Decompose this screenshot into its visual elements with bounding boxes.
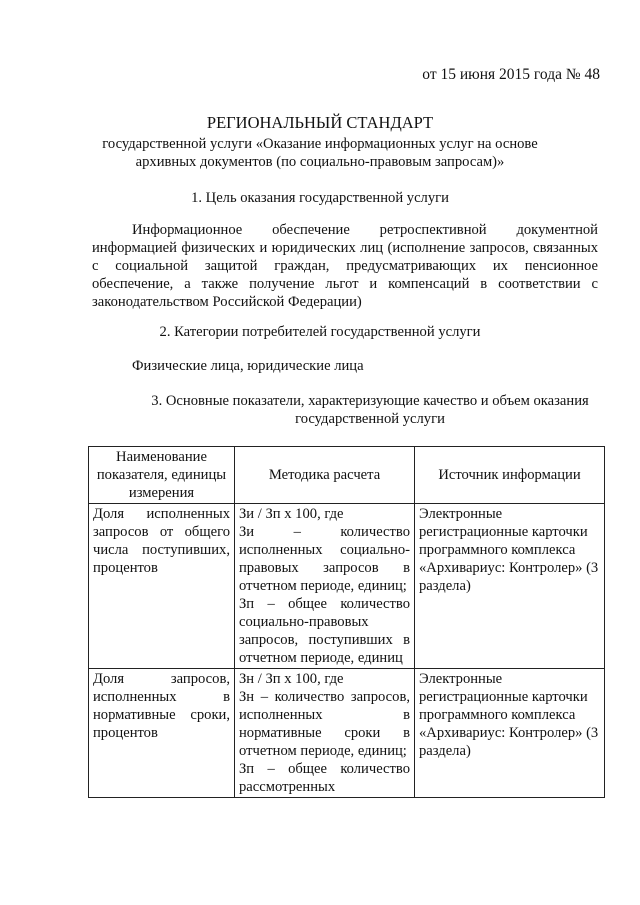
- method-term: Зп – общее количество социально-правовых запросов, поступивших в отчетном периоде, единиц: [239, 596, 410, 666]
- table-row: [89, 669, 605, 798]
- method-formula: Зи / Зп х 100, где: [239, 506, 344, 522]
- table-header-row: [89, 447, 605, 504]
- indicators-table: [88, 446, 605, 798]
- source-cell: Электронные регистрационные карточки программного комплекса «Архивариус: Контролер» (3 раздела): [415, 504, 605, 669]
- header-source: Источник информации: [415, 447, 605, 504]
- document-date-number: от 15 июня 2015 года № 48: [422, 66, 600, 83]
- indicator-cell: Доля запросов, исполненных в нормативные сроки, процентов: [89, 669, 235, 798]
- method-cell: [235, 669, 415, 798]
- header-method: Методика расчета: [235, 447, 415, 504]
- method-formula: Зн / Зп х 100, где: [239, 671, 344, 687]
- document-title: РЕГИОНАЛЬНЫЙ СТАНДАРТ: [206, 113, 434, 132]
- section-1-text: Информационное обеспечение ретроспективной документной информацией физических и юридических лиц (исполнение запросов, связанных с социальной защитой граждан, предусматривающих их пенсионное обеспечение, а также получение льгот и компенсаций в соответствии с законодательством Российской Федерации): [92, 222, 598, 310]
- section-2-heading: 2. Категории потребителей государственной услуги: [159, 324, 481, 340]
- section-3-heading: 3. Основные показатели, характеризующие качество и объем оказания государственной услуги: [151, 393, 589, 427]
- method-term: Зн – количество запросов, исполненных в нормативные сроки в отчетном периоде, единиц;: [239, 689, 410, 759]
- indicator-cell: Доля исполненных запросов от общего числа поступивших, процентов: [89, 504, 235, 669]
- header-indicator: Наименование показателя, единицы измерения: [89, 447, 235, 504]
- section-2-text: Физические лица, юридические лица: [132, 358, 364, 374]
- table-row: [89, 504, 605, 669]
- method-term: Зп – общее количество рассмотренных: [239, 761, 410, 795]
- section-1-heading: 1. Цель оказания государственной услуги: [191, 190, 449, 206]
- method-cell: [235, 504, 415, 669]
- document-subtitle: государственной услуги «Оказание информационных услуг на основе архивных документов (по социально-правовым запросам)»: [102, 136, 538, 170]
- method-term: Зи – количество исполненных социально-правовых запросов в отчетном периоде, единиц;: [239, 524, 410, 594]
- source-cell: Электронные регистрационные карточки программного комплекса «Архивариус: Контролер» (3 раздела): [415, 669, 605, 798]
